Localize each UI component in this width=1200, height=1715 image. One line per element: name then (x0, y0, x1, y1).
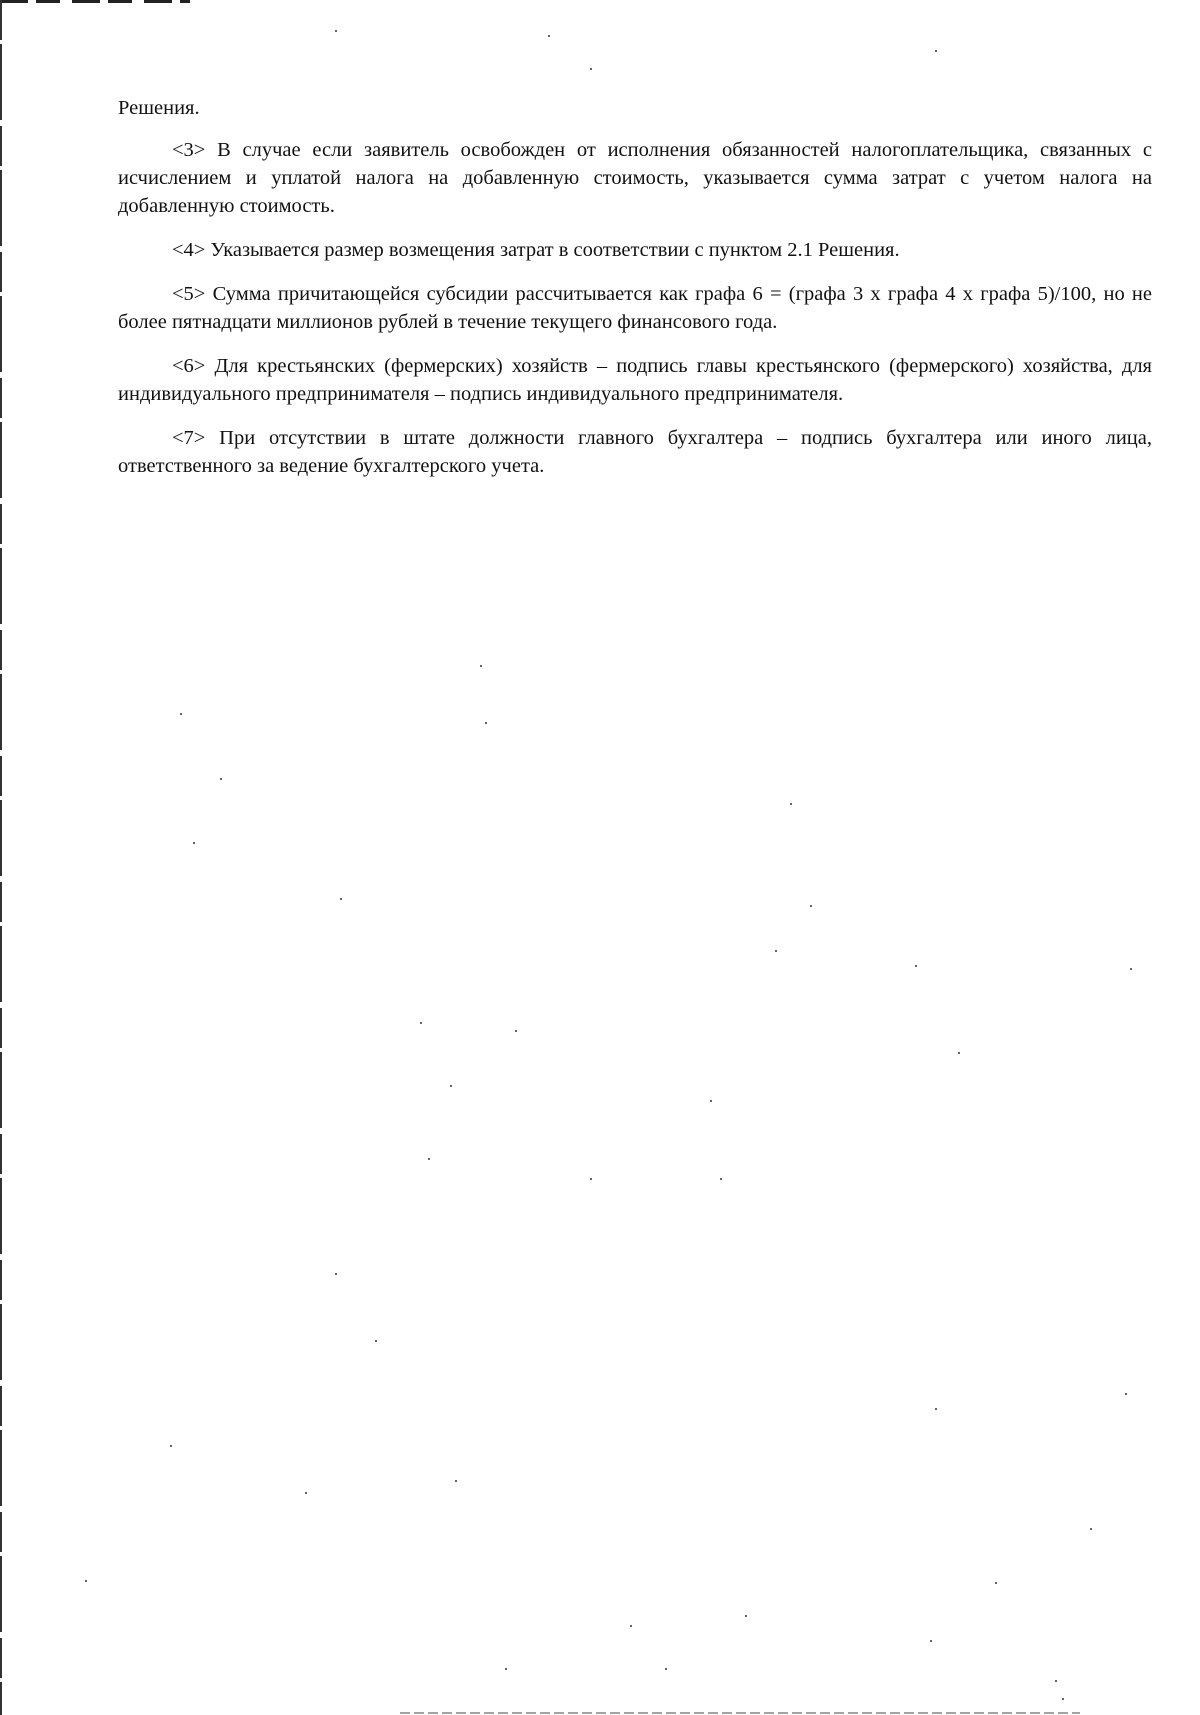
continuation-line: Решения. (118, 97, 200, 119)
footnote-3: <3> В случае если заявитель освобожден от исполнения обязанностей налогоплательщика, связанных с исчислением и уплатой налога на добавленную стоимость, указывается сумма затрат с учетом налога на добавленную стоимость. (118, 139, 1152, 217)
footnote-5: <5> Сумма причитающейся субсидии рассчитывается как графа 6 = (графа 3 х графа 4 х графа 5)/100, но не более пятнадцати миллионов рублей в течение текущего финансового года. (118, 283, 1152, 333)
footnote-6: <6> Для крестьянских (фермерских) хозяйств – подпись главы крестьянского (фермерского) хозяйства, для индивидуального предпринимателя – подпись индивидуального предпринимателя. (118, 355, 1152, 405)
document-body (118, 94, 1152, 496)
footnote-7: <7> При отсутствии в штате должности главного бухгалтера – подпись бухгалтера или иного лица, ответственного за ведение бухгалтерского учета. (118, 427, 1152, 477)
footnote-4: <4> Указывается размер возмещения затрат в соответствии с пунктом 2.1 Решения. (172, 239, 900, 261)
